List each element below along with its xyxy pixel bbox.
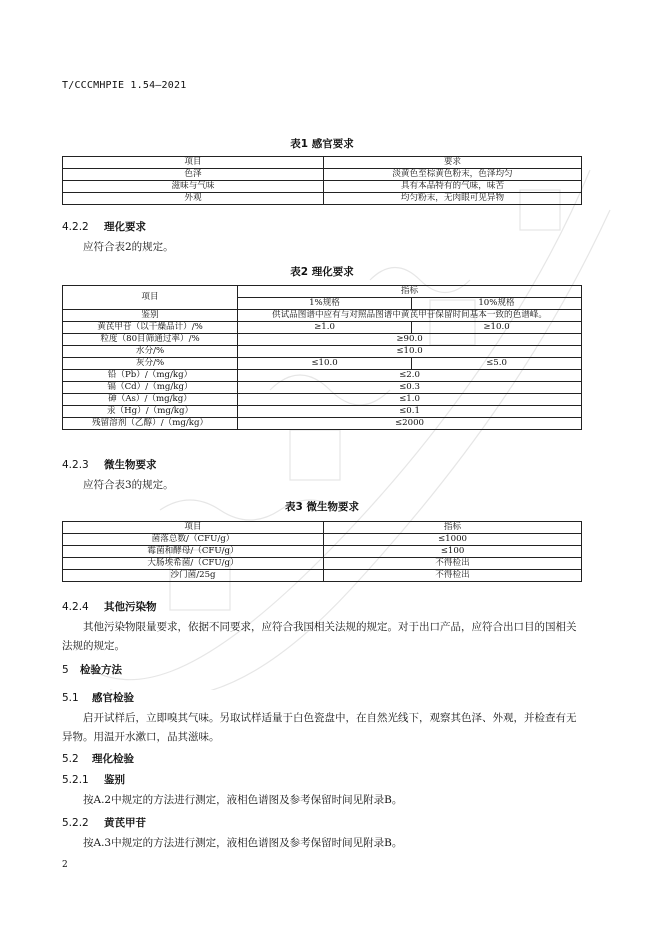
table-row bbox=[63, 570, 582, 582]
table1-cell: 具有本品特有的气味，味苦 bbox=[324, 181, 582, 193]
section-5-1-text: 启开试样后，立即嗅其气味。另取试样适量于白色瓷盘中，在自然光线下，观察其色泽、外观，并检查有无异物。用温开水漱口，品其滋味。 bbox=[62, 712, 577, 743]
section-title: 理化检验 bbox=[92, 753, 134, 765]
table3-header-index: 指标 bbox=[324, 522, 582, 534]
section-title: 检验方法 bbox=[80, 664, 122, 676]
table1-sensory bbox=[62, 156, 582, 205]
table3-cell: 不得检出 bbox=[324, 570, 582, 582]
table2-cell: ≥10.0 bbox=[412, 322, 582, 334]
section-title: 理化要求 bbox=[104, 221, 146, 233]
section-number: 5.2 bbox=[62, 753, 79, 765]
table2-cell: ≤2.0 bbox=[238, 370, 582, 382]
table-row bbox=[63, 418, 582, 430]
section-number: 5 bbox=[62, 664, 69, 676]
table3-caption: 表3 微生物要求 bbox=[285, 501, 359, 513]
table2-cell: ≥1.0 bbox=[238, 322, 412, 334]
table1-cell: 滋味与气味 bbox=[63, 181, 324, 193]
section-5-2-2-text: 按A.3中规定的方法进行测定，液相色谱图及参考保留时间见附录B。 bbox=[83, 837, 403, 849]
table2-header-1pct: 1%规格 bbox=[238, 298, 412, 310]
table-row bbox=[63, 181, 582, 193]
table1-cell: 外观 bbox=[63, 193, 324, 205]
table-row bbox=[63, 394, 582, 406]
table1-header-requirement: 要求 bbox=[324, 157, 582, 169]
section-4-2-3-heading bbox=[62, 457, 157, 472]
table-row bbox=[63, 334, 582, 346]
section-number: 5.2.1 bbox=[62, 774, 89, 786]
section-title: 其他污染物 bbox=[104, 601, 157, 613]
section-number: 4.2.4 bbox=[62, 601, 89, 613]
table1-cell: 淡黄色至棕黄色粉末，色泽均匀 bbox=[324, 169, 582, 181]
table-row bbox=[63, 546, 582, 558]
table2-header-10pct: 10%规格 bbox=[412, 298, 582, 310]
section-4-2-2-text: 应符合表2的规定。 bbox=[83, 241, 174, 253]
table-row bbox=[63, 382, 582, 394]
table-row bbox=[63, 370, 582, 382]
table2-cell: ≤5.0 bbox=[412, 358, 582, 370]
table2-cell: ≤0.1 bbox=[238, 406, 582, 418]
table2-cell: ≤10.0 bbox=[238, 346, 582, 358]
table2-cell: 灰分/% bbox=[63, 358, 238, 370]
table2-cell: 供试品图谱中应有与对照品图谱中黄芪甲苷保留时间基本一致的色谱峰。 bbox=[238, 310, 582, 322]
table2-physicochemical bbox=[62, 285, 582, 430]
table2-caption: 表2 理化要求 bbox=[290, 266, 354, 278]
page-number: 2 bbox=[62, 860, 68, 870]
table1-caption: 表1 感官要求 bbox=[290, 138, 354, 150]
section-title: 黄芪甲苷 bbox=[104, 817, 146, 829]
table3-cell: 大肠埃希菌/（CFU/g） bbox=[63, 558, 324, 570]
section-4-2-4-heading bbox=[62, 599, 157, 614]
section-number: 5.2.2 bbox=[62, 817, 89, 829]
table-row bbox=[63, 534, 582, 546]
table-row bbox=[63, 193, 582, 205]
section-number: 5.1 bbox=[62, 692, 79, 704]
table-row bbox=[63, 558, 582, 570]
table2-cell: 鉴别 bbox=[63, 310, 238, 322]
table2-header-index: 指标 bbox=[238, 286, 582, 298]
table-row bbox=[63, 346, 582, 358]
section-5-1-heading bbox=[62, 690, 134, 705]
table3-cell: 霉菌和酵母/（CFU/g） bbox=[63, 546, 324, 558]
table-row bbox=[63, 310, 582, 322]
table3-cell: ≤100 bbox=[324, 546, 582, 558]
table2-cell: ≤0.3 bbox=[238, 382, 582, 394]
table-row bbox=[63, 358, 582, 370]
section-4-2-2-heading bbox=[62, 219, 146, 234]
section-5-2-1-heading bbox=[62, 772, 125, 787]
table1-header-item: 项目 bbox=[63, 157, 324, 169]
document-id: T/CCCMHPIE 1.54—2021 bbox=[62, 80, 187, 91]
table3-header-item: 项目 bbox=[63, 522, 324, 534]
table2-caption-wrap bbox=[62, 264, 582, 279]
table2-cell: 黄芪甲苷（以干燥品计）/% bbox=[63, 322, 238, 334]
table2-cell: 粒度（80目筛通过率）/% bbox=[63, 334, 238, 346]
table-row bbox=[63, 406, 582, 418]
table1-caption-wrap bbox=[62, 136, 582, 151]
table1-cell: 均匀粉末，无肉眼可见异物 bbox=[324, 193, 582, 205]
table3-cell: ≤1000 bbox=[324, 534, 582, 546]
table3-cell: 不得检出 bbox=[324, 558, 582, 570]
section-4-2-4-text: 其他污染物限量要求，依据不同要求，应符合我国相关法规的规定。对于出口产品，应符合出口目的国相关法规的规定。 bbox=[62, 621, 577, 652]
table2-cell: 水分/% bbox=[63, 346, 238, 358]
section-4-2-3-text: 应符合表3的规定。 bbox=[83, 479, 174, 491]
table3-caption-wrap bbox=[62, 499, 582, 514]
table3-cell: 沙门菌/25g bbox=[63, 570, 324, 582]
section-number: 4.2.3 bbox=[62, 459, 89, 471]
section-title: 感官检验 bbox=[92, 692, 134, 704]
table2-cell: ≤2000 bbox=[238, 418, 582, 430]
section-5-2-1-text: 按A.2中规定的方法进行测定，液相色谱图及参考保留时间见附录B。 bbox=[83, 794, 403, 806]
section-title: 微生物要求 bbox=[104, 459, 157, 471]
table-row bbox=[63, 322, 582, 334]
table2-cell: ≥90.0 bbox=[238, 334, 582, 346]
table3-cell: 菌落总数/（CFU/g） bbox=[63, 534, 324, 546]
table2-cell: 汞（Hg）/（mg/kg） bbox=[63, 406, 238, 418]
section-5-2-2-heading bbox=[62, 815, 146, 830]
table2-cell: 镉（Cd）/（mg/kg） bbox=[63, 382, 238, 394]
section-5-heading bbox=[62, 662, 122, 677]
table3-microbial bbox=[62, 521, 582, 582]
table2-cell: ≤10.0 bbox=[238, 358, 412, 370]
section-number: 4.2.2 bbox=[62, 221, 89, 233]
table1-cell: 色泽 bbox=[63, 169, 324, 181]
table-row bbox=[63, 169, 582, 181]
table2-cell: ≤1.0 bbox=[238, 394, 582, 406]
table2-header-item: 项目 bbox=[63, 286, 238, 310]
table2-cell: 砷（As）/（mg/kg） bbox=[63, 394, 238, 406]
table2-cell: 残留溶剂（乙醇）/（mg/kg） bbox=[63, 418, 238, 430]
table2-cell: 铅（Pb）/（mg/kg） bbox=[63, 370, 238, 382]
section-title: 鉴别 bbox=[104, 774, 125, 786]
section-5-2-heading bbox=[62, 751, 134, 766]
